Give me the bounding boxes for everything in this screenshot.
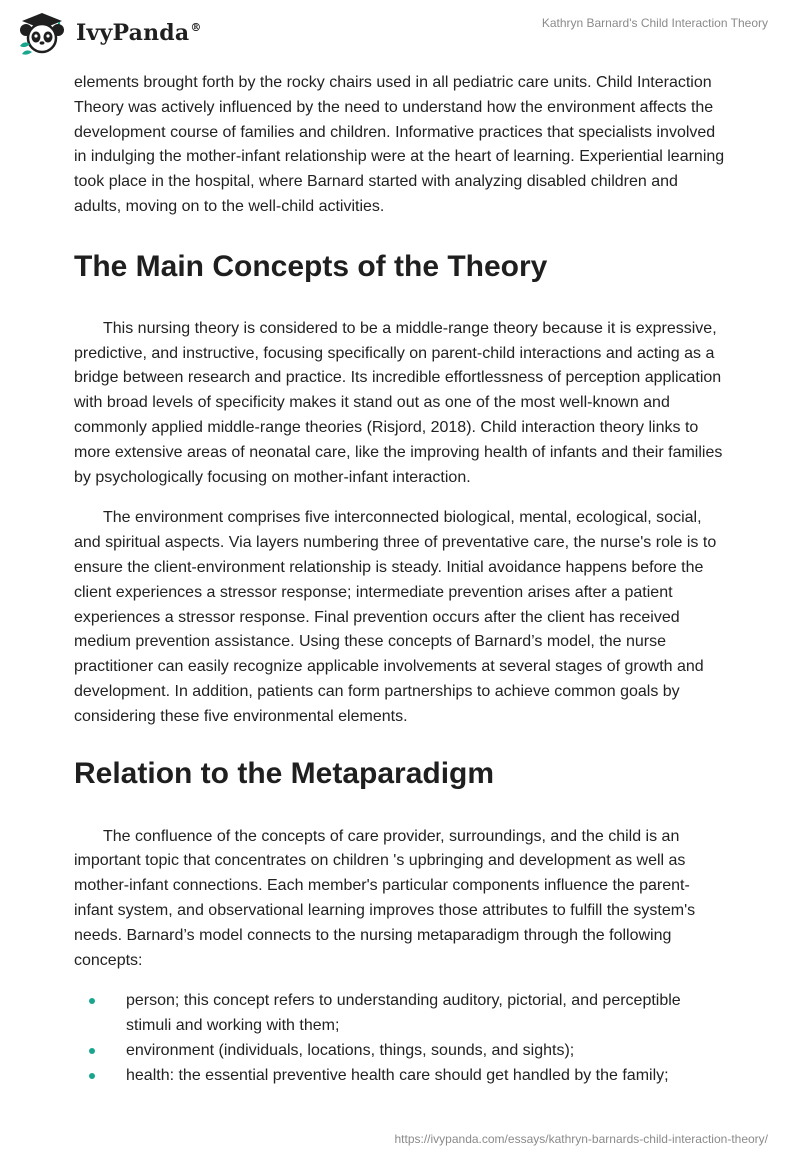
page-header [0,0,800,66]
heading-main-concepts: The Main Concepts of the Theory [74,249,548,283]
paragraph-concepts-2: The environment comprises five interconnected biological, mental, ecological, social, and spiritual aspects. Via layers numbering three of preventative care, the nurse's role is to ensure the client-environment relationship is steady. Initial avoidance happens before the client experiences a stressor response; intermediate prevention arises after a patient experiences a stressor response. Final prevention occurs after the client has received medium prevention assistance. Using these concepts of Barnard’s model, the nurse practitioner can easily recognize applicable involvements at several stages of growth and development. In addition, patients can form partnerships to achieve common goals by considering these five environmental elements. [74,509,717,725]
bullet-icon [89,1048,95,1054]
site-logo[interactable] [14,10,202,56]
concepts-list [74,989,726,1088]
heading-metaparadigm: Relation to the Metaparadigm [74,756,495,790]
bullet-icon [89,1073,95,1079]
bullet-icon [89,998,95,1004]
source-url-link[interactable]: https://ivypanda.com/essays/kathryn-barnards-child-interaction-theory/ [394,1132,768,1146]
registered-mark: ® [190,21,202,34]
panda-graduate-logo-icon [14,10,70,56]
paragraph-metaparadigm: The confluence of the concepts of care provider, surroundings, and the child is an important topic that concentrates on children 's upbringing and development as well as mother-infant connections. Each member's particular components influence the parent-infant system, and observational learning improves those attributes to fulfill the system's needs. Barnard’s model connects to the nursing metaparadigm through the following concepts: [74,827,696,969]
list-item-text: person; this concept refers to understanding auditory, pictorial, and perceptible stimuli and working with them; [126,992,681,1035]
logo-wordmark: IvyPanda® [76,20,202,46]
list-item-text: health: the essential preventive health care should get handled by the family; [126,1066,669,1084]
list-item [74,1039,726,1064]
list-item [74,1064,726,1089]
list-item [74,989,726,1039]
paragraph-concepts-1: This nursing theory is considered to be a middle-range theory because it is expressive, predictive, and instructive, focusing specifically on parent-child interactions and acting as a bridge between research and practice. Its incredible effortlessness of perception application with broad levels of specificity makes it stand out as one of the most well-known and commonly applied middle-range theories (Risjord, 2018). Child interaction theory links to more extensive areas of neonatal care, like the improving health of infants and their families by psychologically focusing on mother-infant interaction. [74,319,723,486]
list-item-text: environment (individuals, locations, things, sounds, and sights); [126,1041,575,1059]
document-title: Kathryn Barnard's Child Interaction Theory [541,16,768,30]
paragraph-intro: elements brought forth by the rocky chairs used in all pediatric care units. Child Interaction Theory was actively influenced by the need to understand how the environment affects the development course of families and children. Informative practices that specialists involved in indulging the mother-infant relationship were at the heart of learning. Experiential learning took place in the hospital, where Barnard started with analyzing disabled children and adults, moving on to the well-child activities. [74,74,725,215]
essay-body [74,71,726,1089]
